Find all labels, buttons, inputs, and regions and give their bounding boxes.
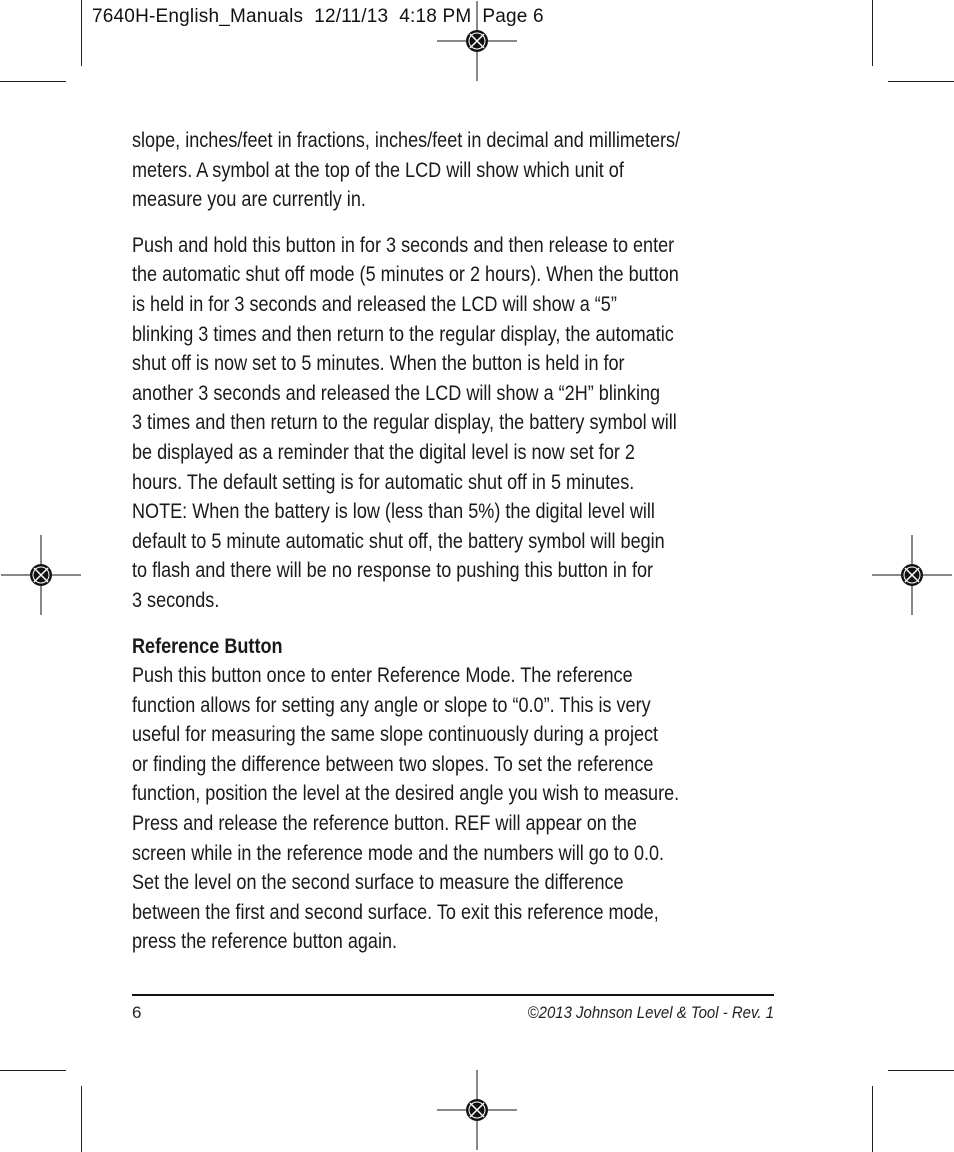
paragraph-auto-shut-off xyxy=(132,231,777,616)
registration-mark-icon xyxy=(437,1070,517,1150)
text-line: the automatic shut off mode (5 minutes or 2 hours). When the button xyxy=(132,263,679,287)
text-line: Push this button once to enter Reference Mode. The reference xyxy=(132,664,633,688)
text-line: screen while in the reference mode and the numbers will go to 0.0. xyxy=(132,841,665,865)
text-line: another 3 seconds and released the LCD will show a “2H” blinking xyxy=(132,381,661,405)
text-line: Push and hold this button in for 3 seconds and then release to enter xyxy=(132,233,675,257)
paragraph-unit-of-measure xyxy=(132,126,777,215)
footer-divider xyxy=(132,994,774,996)
text-line: Set the level on the second surface to measure the difference xyxy=(132,871,624,895)
crop-mark-top-right-v xyxy=(872,0,873,66)
text-line: to flash and there will be no response to pushing this button in for xyxy=(132,559,654,583)
crop-mark-bottom-right-h xyxy=(888,1070,954,1071)
text-line: 3 times and then return to the regular display, the battery symbol will xyxy=(132,411,677,435)
page-number: 6 xyxy=(132,1003,142,1022)
text-line: slope, inches/feet in fractions, inches/feet in decimal and millimeters/ xyxy=(132,129,681,152)
reference-button-section xyxy=(132,632,777,958)
copyright-notice: ©2013 Johnson Level & Tool - Rev. 1 xyxy=(527,1003,774,1022)
section-heading: Reference Button xyxy=(132,634,283,658)
crop-mark-bottom-left-v xyxy=(81,1086,82,1152)
text-line: function, position the level at the desired angle you wish to measure. xyxy=(132,782,680,806)
text-line: is held in for 3 seconds and released the LCD will show a “5” xyxy=(132,292,617,316)
page-body xyxy=(132,126,777,957)
registration-mark-icon xyxy=(1,535,81,615)
text-line: measure you are currently in. xyxy=(132,188,366,212)
text-line: be displayed as a reminder that the digital level is now set for 2 xyxy=(132,440,635,464)
text-line: or finding the difference between two slopes. To set the reference xyxy=(132,752,654,776)
text-line: NOTE: When the battery is low (less than 5%) the digital level will xyxy=(132,500,655,524)
text-line: blinking 3 times and then return to the regular display, the automatic xyxy=(132,322,674,346)
crop-mark-top-right-h xyxy=(888,81,954,82)
text-line: 3 seconds. xyxy=(132,588,220,612)
text-line: default to 5 minute automatic shut off, the battery symbol will begin xyxy=(132,529,665,553)
text-line: shut off is now set to 5 minutes. When the button is held in for xyxy=(132,352,625,376)
registration-mark-icon xyxy=(437,1,517,81)
text-line: function allows for setting any angle or slope to “0.0”. This is very xyxy=(132,693,651,717)
text-line: meters. A symbol at the top of the LCD will show which unit of xyxy=(132,158,624,182)
text-line: press the reference button again. xyxy=(132,930,398,954)
text-line: Press and release the reference button. REF will appear on the xyxy=(132,812,637,836)
crop-mark-bottom-left-h xyxy=(0,1070,66,1071)
crop-mark-top-left-v xyxy=(81,0,82,66)
registration-mark-icon xyxy=(872,535,952,615)
crop-mark-top-left-h xyxy=(0,81,66,82)
text-line: hours. The default setting is for automatic shut off in 5 minutes. xyxy=(132,470,635,494)
text-line: between the first and second surface. To exit this reference mode, xyxy=(132,900,659,924)
text-line: useful for measuring the same slope continuously during a project xyxy=(132,723,659,747)
crop-mark-bottom-right-v xyxy=(872,1086,873,1152)
print-slug: 7640H-English_Manuals 12/11/13 4:18 PM Page 6 xyxy=(92,6,544,27)
